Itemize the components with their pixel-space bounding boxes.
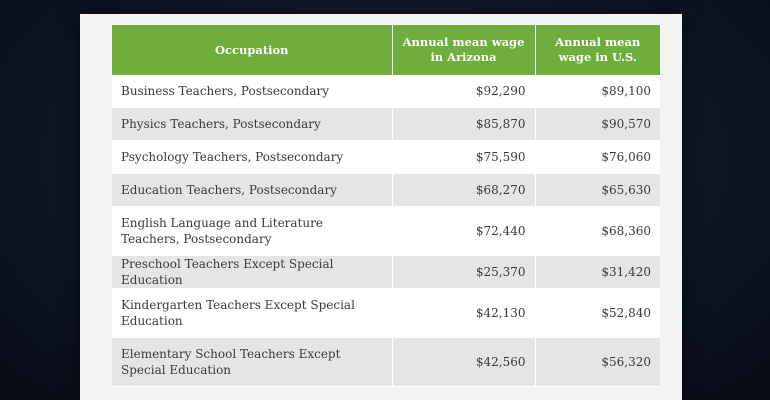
wage-table [112,25,660,387]
arizona-wage-column-header: Annual mean wage in Arizona [392,25,535,75]
wage-document [80,14,682,400]
table-row [112,256,660,289]
table-row [112,289,660,338]
us-wage-cell: $65,630 [535,174,660,207]
us-wage-cell: $89,100 [535,75,660,108]
table-row [112,75,660,108]
table-row [112,141,660,174]
us-wage-cell: $31,420 [535,256,660,289]
occupation-cell: Kindergarten Teachers Except Special Education [112,289,392,338]
occupation-column-header: Occupation [112,25,392,75]
arizona-wage-cell: $42,130 [392,289,535,338]
us-wage-cell: $90,570 [535,108,660,141]
arizona-wage-cell: $72,440 [392,207,535,256]
table-header-row [112,25,660,75]
arizona-wage-cell: $85,870 [392,108,535,141]
occupation-cell: Education Teachers, Postsecondary [112,174,392,207]
occupation-cell: Preschool Teachers Except Special Education [112,256,392,289]
arizona-wage-cell: $68,270 [392,174,535,207]
us-wage-column-header: Annual mean wage in U.S. [535,25,660,75]
table-row [112,108,660,141]
us-wage-cell: $76,060 [535,141,660,174]
occupation-cell: Elementary School Teachers Except Special Education [112,338,392,387]
table-row [112,174,660,207]
table-row [112,207,660,256]
arizona-wage-cell: $92,290 [392,75,535,108]
occupation-cell: Psychology Teachers, Postsecondary [112,141,392,174]
arizona-wage-cell: $42,560 [392,338,535,387]
occupation-cell: Physics Teachers, Postsecondary [112,108,392,141]
us-wage-cell: $56,320 [535,338,660,387]
us-wage-cell: $68,360 [535,207,660,256]
arizona-wage-cell: $75,590 [392,141,535,174]
arizona-wage-cell: $25,370 [392,256,535,289]
us-wage-cell: $52,840 [535,289,660,338]
occupation-cell: English Language and Literature Teachers, Postsecondary [112,207,392,256]
occupation-cell: Business Teachers, Postsecondary [112,75,392,108]
table-row [112,338,660,387]
